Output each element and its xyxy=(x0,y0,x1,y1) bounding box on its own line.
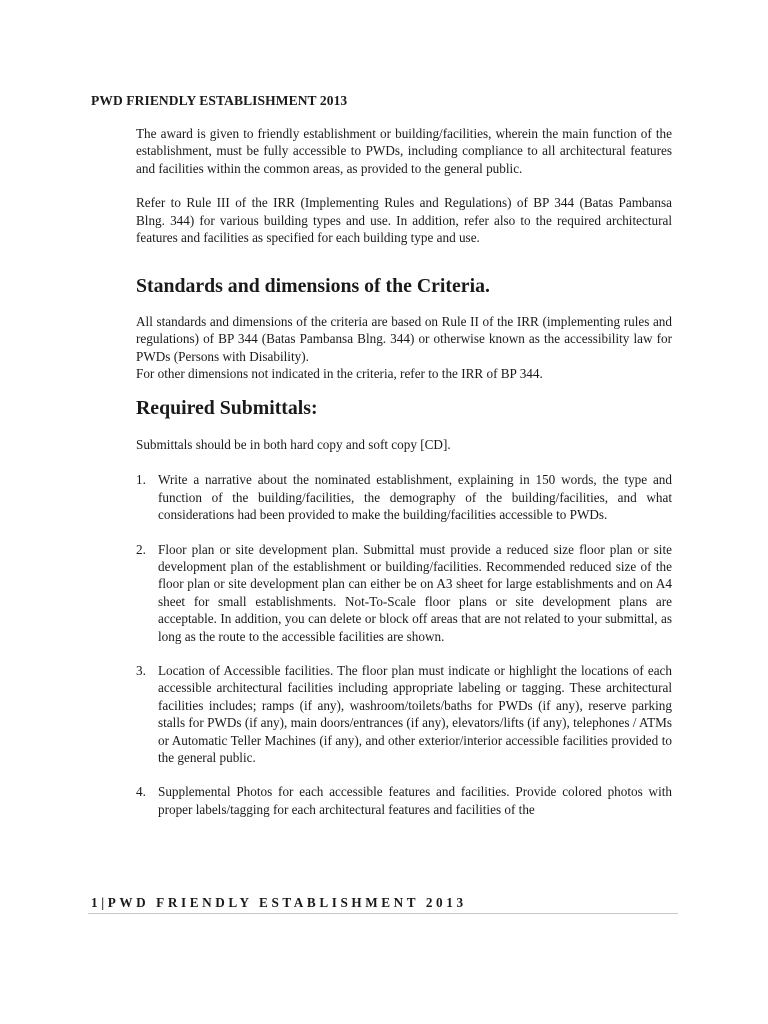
list-item xyxy=(136,471,672,523)
footer-divider xyxy=(88,913,678,914)
standards-heading: Standards and dimensions of the Criteria. xyxy=(136,275,490,298)
list-item-number: 3. xyxy=(136,662,146,678)
intro-paragraph-1: The award is given to friendly establishment or building/facilities, wherein the main function of the establishment, must be fully accessible to PWDs, including compliance to all architectural features and facilities within the common areas, as provided to the general public. xyxy=(136,126,672,176)
list-item-number: 2. xyxy=(136,541,146,557)
standards-paragraph: All standards and dimensions of the criteria are based on Rule II of the IRR (implementing rules and regulations) of BP 344 (Batas Pambansa Blng. 344) or otherwise known as the accessibility law for PWDs (Persons with Disability). xyxy=(136,313,672,364)
submittals-intro: Submittals should be in both hard copy and soft copy [CD]. xyxy=(136,436,451,452)
standards-note: For other dimensions not indicated in the criteria, refer to the IRR of BP 344. xyxy=(136,366,543,382)
list-item-text: Location of Accessible facilities. The floor plan must indicate or highlight the locations of each accessible architectural facilities including appropriate labeling or tagging. These architectural facilities includes; ramps (if any), washroom/toilets/baths for PWDs (if any), reserve parking stalls for PWDs (if any), main doors/entrances (if any), elevators/lifts (if any), telephones / ATMs or Automatic Teller Machines (if any), and other exterior/interior accessible facilities provided to the general public. xyxy=(158,662,672,765)
list-item-text: Write a narrative about the nominated establishment, explaining in 150 words, the type and function of the building/facilities, the demography of the building/facilities, and what considerations had been provided to make the building/facilities accessible to PWDs. xyxy=(158,472,672,523)
list-item xyxy=(136,783,672,818)
submittals-heading: Required Submittals: xyxy=(136,397,318,420)
list-item-number: 4. xyxy=(136,784,146,800)
list-item-text: Floor plan or site development plan. Submittal must provide a reduced size floor plan or site development plan of the establishment or building/facilities. Recommended reduced size of the floor plan or site development plan can either be on A3 sheet for large establishments and on A4 sheet for small establishments. Not-To-Scale floor plans or site development plans are acceptable. In addition, you can delete or block off areas that are not related to your submittal, as long as the route to the accessible facilities are shown. xyxy=(158,541,672,644)
list-item xyxy=(136,662,672,766)
list-item-text: Supplemental Photos for each accessible features and facilities. Provide colored photos with proper labels/tagging for each architectural features and facilities of the xyxy=(158,784,672,817)
submittals-list xyxy=(136,471,672,818)
document-title: PWD FRIENDLY ESTABLISHMENT 2013 xyxy=(91,93,348,108)
footer-title: PWD FRIENDLY ESTABLISHMENT 2013 xyxy=(107,895,467,910)
intro-paragraph-2: Refer to Rule III of the IRR (Implementing Rules and Regulations) of BP 344 (Batas Pambansa Blng. 344) for various building types and use. In addition, refer also to the required architectural features and facilities as specified for each building type and use. xyxy=(136,195,672,246)
page-number: 1 xyxy=(91,895,102,910)
list-item-number: 1. xyxy=(136,472,146,488)
footer-separator: | xyxy=(101,895,108,910)
list-item xyxy=(136,541,672,645)
document-body xyxy=(136,125,672,835)
page-footer xyxy=(91,895,467,911)
